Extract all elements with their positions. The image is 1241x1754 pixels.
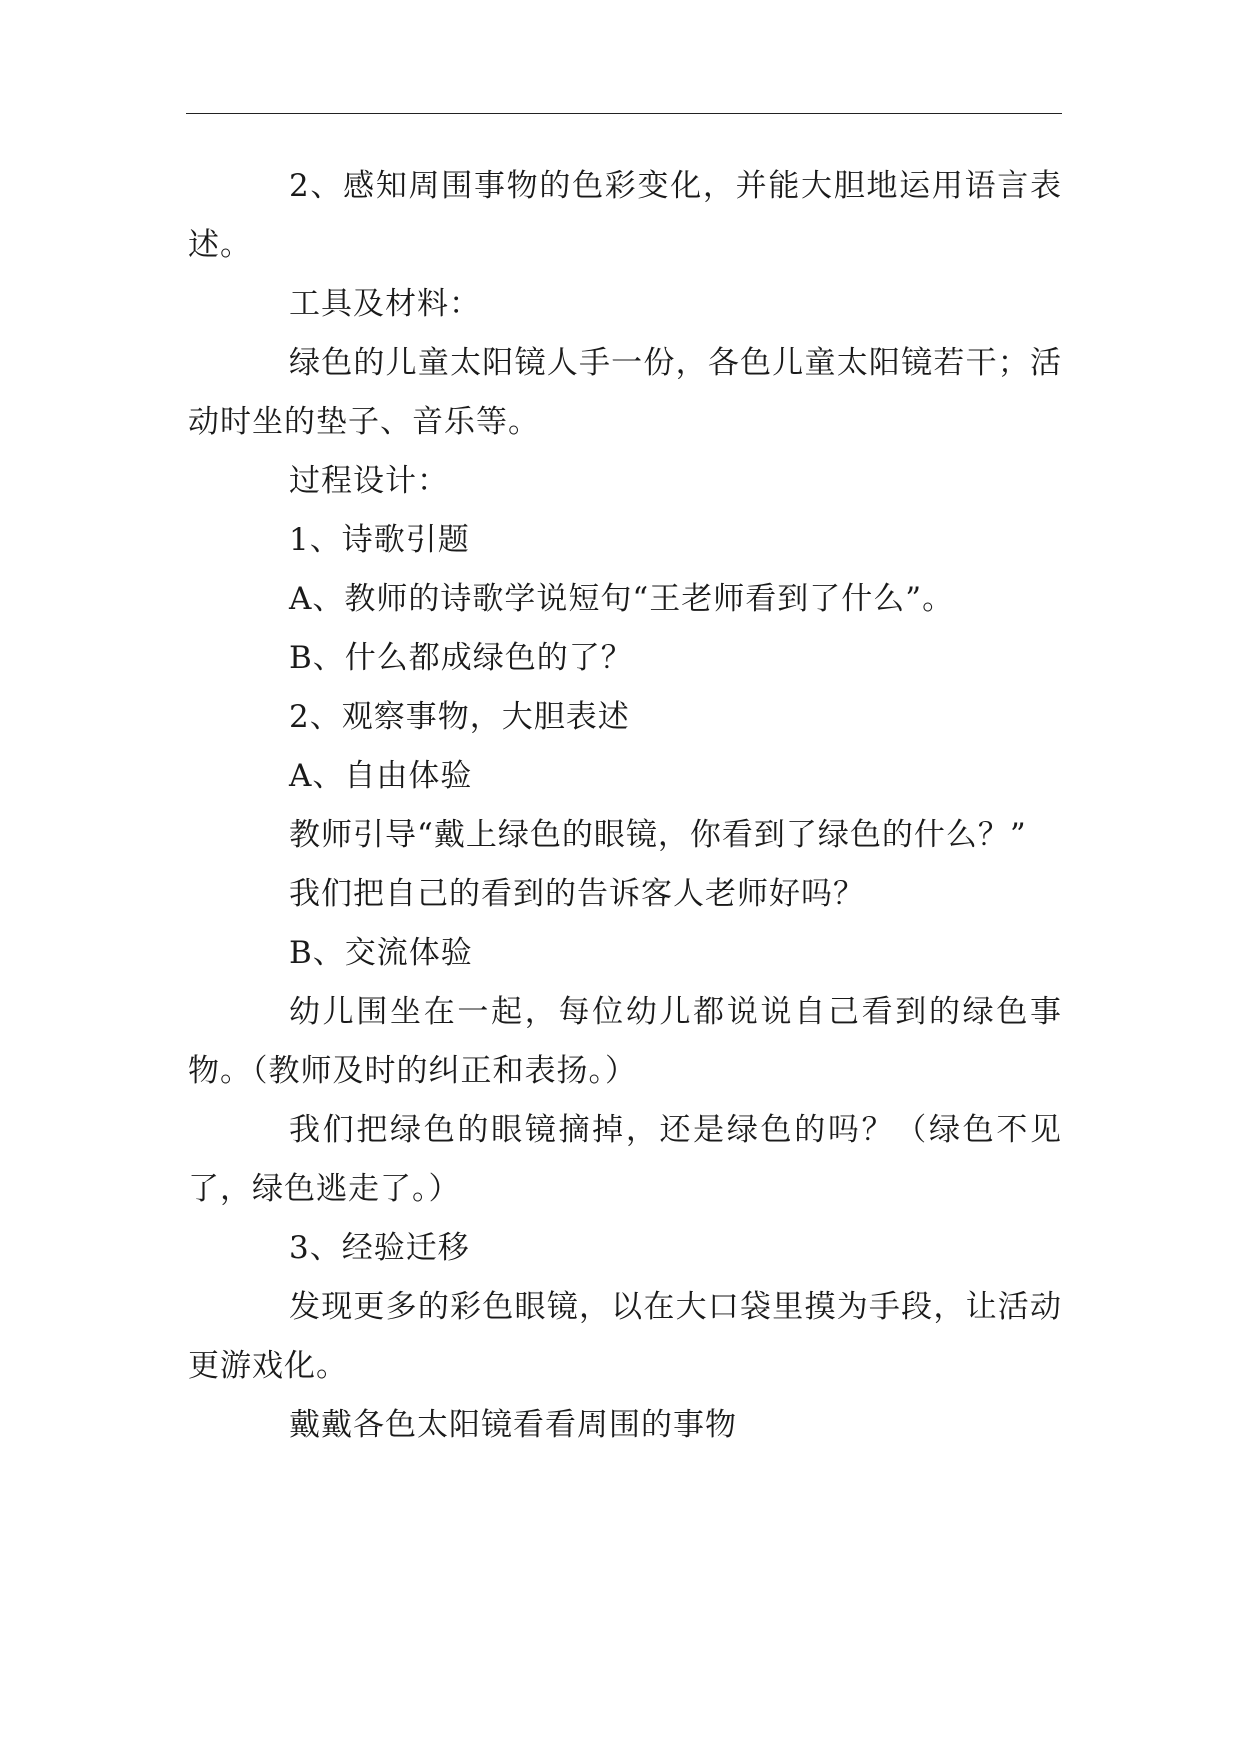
paragraph-wear-glasses: 戴戴各色太阳镜看看周围的事物	[289, 1407, 737, 1443]
paragraph-tell-guests: 我们把自己的看到的告诉客人老师好吗？	[289, 876, 865, 912]
paragraph-tools-heading: 工具及材料：	[289, 286, 481, 322]
paragraph-process-heading: 过程设计：	[289, 463, 449, 499]
paragraph-teacher-guide: 教师引导“戴上绿色的眼镜，你看到了绿色的什么？”	[289, 817, 1027, 853]
paragraph-step-3: 3、经验迁移	[289, 1230, 470, 1266]
paragraph-remove-glasses: 我们把绿色的眼镜摘掉，还是绿色的吗？（绿色不见了，绿色逃走了。）	[188, 1112, 1062, 1207]
paragraph-circle-share: 幼儿围坐在一起，每位幼儿都说说自己看到的绿色事物。（教师及时的纠正和表扬。）	[188, 994, 1062, 1089]
paragraph-tools-list: 绿色的儿童太阳镜人手一份，各色儿童太阳镜若干；活动时坐的垫子、音乐等。	[188, 345, 1062, 440]
paragraph-step-2: 2、观察事物，大胆表述	[289, 699, 630, 735]
document-body	[188, 157, 1062, 1455]
paragraph-step-1b: B、什么都成绿色的了？	[289, 640, 633, 676]
paragraph-step-1a: A、教师的诗歌学说短句“王老师看到了什么”。	[289, 581, 955, 617]
paragraph-step-2b: B、交流体验	[289, 935, 473, 971]
header-rule	[186, 113, 1062, 114]
paragraph-more-glasses: 发现更多的彩色眼镜，以在大口袋里摸为手段，让活动更游戏化。	[188, 1289, 1062, 1384]
paragraph-step-2a: A、自由体验	[289, 758, 473, 794]
paragraph-step-1: 1、诗歌引题	[289, 522, 470, 558]
paragraph-objective-2: 2、感知周围事物的色彩变化，并能大胆地运用语言表述。	[188, 168, 1062, 263]
